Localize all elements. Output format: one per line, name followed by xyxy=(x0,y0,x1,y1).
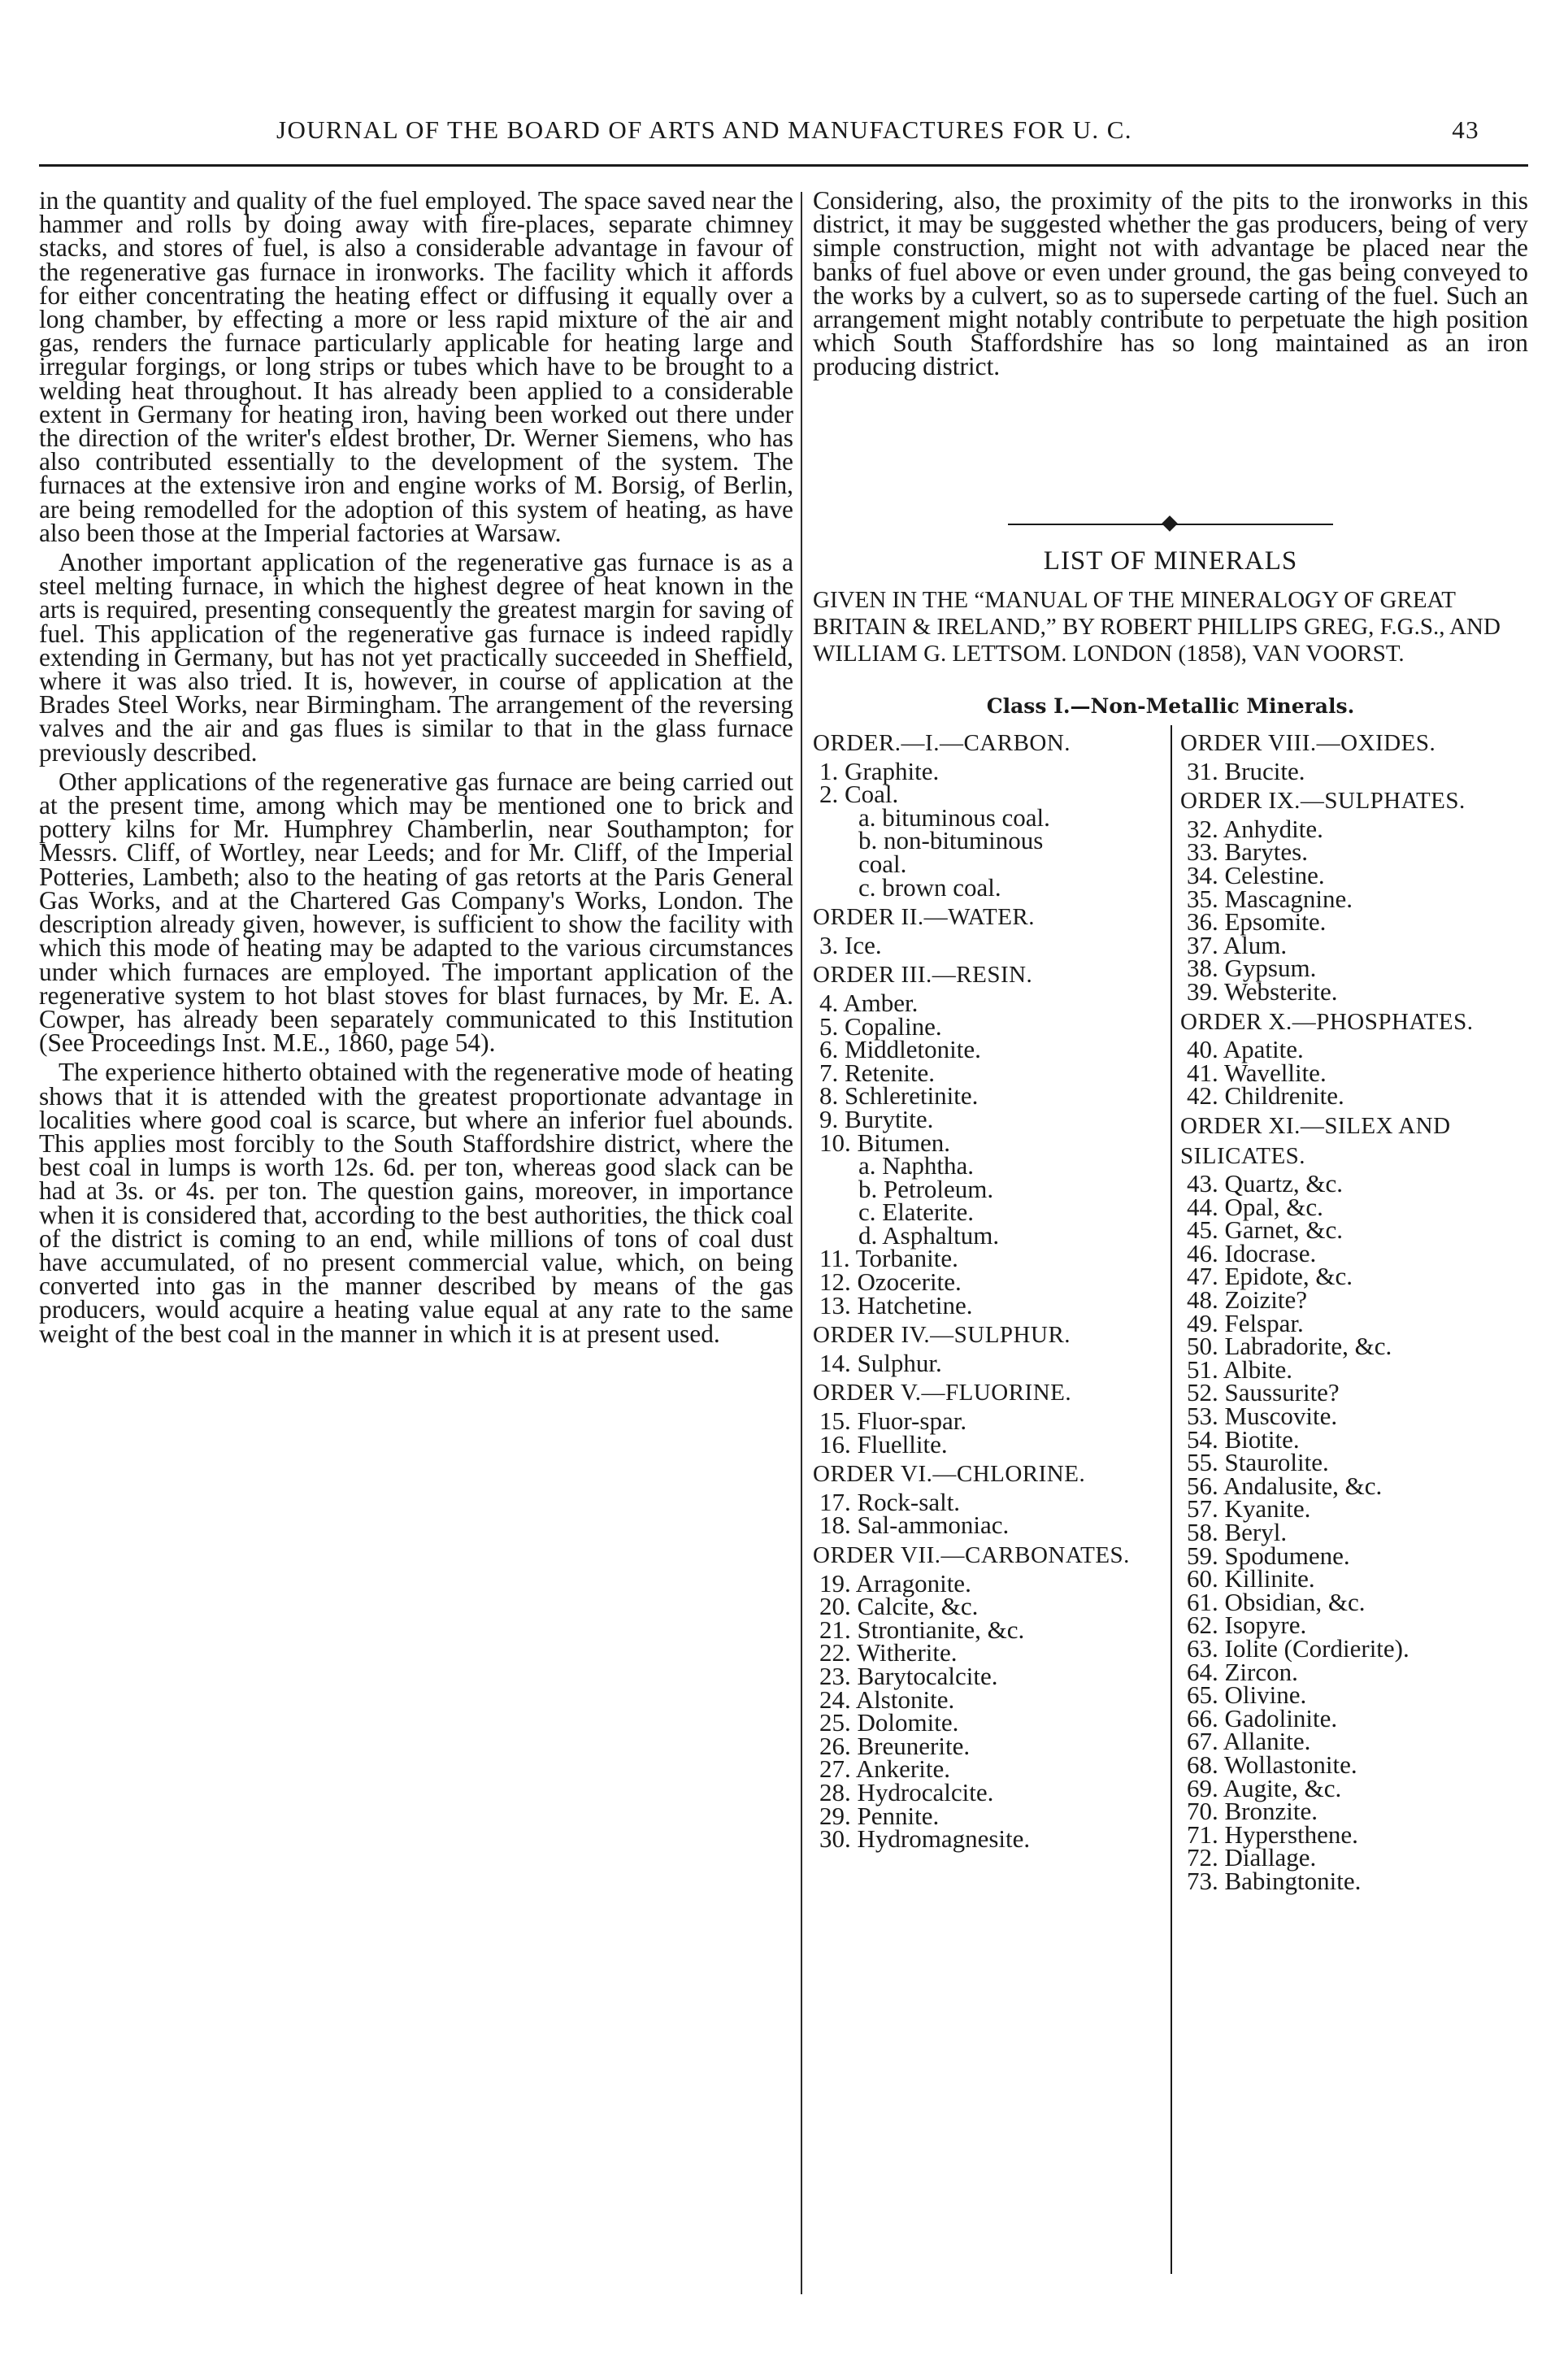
paragraph: Another important application of the regenerative gas furnace is as a steel melting furnace, in which the highest degree of heat known in the arts is required, presenting consequently the greatest margin for saving of fuel. This application of the regenerative gas furnace is indeed rapidly extending in Germany, but has not yet practically succeeded in Sheffield, where it was also tried. It is, however, in course of application at the Brades Steel Works, near Birmingham. The arrangement of the reversing valves and the air and gas flues is similar to that in the glass furnace previously described. xyxy=(39,548,793,767)
page-number: 43 xyxy=(1452,115,1479,144)
mineral-item: 59. Spodumene. xyxy=(1187,1541,1350,1570)
list-source: GIVEN IN THE “MANUAL OF THE MINERALOGY OF GREAT BRITAIN & IRELAND,” BY ROBERT PHILLIPS GREG, F.G.S., AND WILLIAM G. LETTSOM. LONDON (1858), VAN VOORST. xyxy=(813,587,1501,667)
mineral-item: 3. Ice. xyxy=(819,930,882,959)
mineral-item: 17. Rock-salt. xyxy=(819,1487,961,1516)
mineral-item: 18. Sal-ammoniac. xyxy=(819,1511,1010,1540)
mineral-item: 53. Muscovite. xyxy=(1187,1402,1338,1431)
order-heading: ORDER IX.—SULPHATES. xyxy=(1180,788,1466,815)
mineral-item: 31. Brucite. xyxy=(1187,756,1305,785)
mineral-subitem: c. Elaterite. xyxy=(858,1198,974,1227)
class-heading: Class I.—Non-Metallic Minerals. xyxy=(986,694,1355,718)
mineral-item: 5. Copaline. xyxy=(819,1011,942,1041)
order-heading: ORDER V.—FLUORINE. xyxy=(813,1380,1072,1406)
mineral-item: 36. Epsomite. xyxy=(1187,907,1327,937)
mineral-item: 62. Isopyre. xyxy=(1187,1611,1307,1640)
mineral-item: 47. Epidote, &c. xyxy=(1187,1262,1353,1291)
mineral-subitem: a. bituminous coal. xyxy=(858,802,1050,832)
mineral-list-right xyxy=(1171,725,1538,2274)
mineral-item: 45. Garnet, &c. xyxy=(1187,1215,1343,1245)
mineral-item: 64. Zircon. xyxy=(1187,1657,1298,1686)
paragraph: The experience hitherto obtained with the regenerative mode of heating shows that it is attended with the greatest proportionate advantage in localities where good coal is scarce, but where an inferior fuel abounds. This applies most forcibly to the South Staffordshire district, where the best coal in lumps is worth 12s. 6d. per ton, whereas good slack can be had at 3s. or 4s. per ton. The question gains, moreover, in importance when it is considered that, according to the best authorities, the thick coal of the district is coming to an end, while millions of tons of coal dust have accumulated, of no present commercial value, which, on being converted into gas in the manner described by means of the gas producers, would acquire a heating value equal at any rate to the same weight of the best coal in the manner in which it is at present used. xyxy=(39,1058,793,1348)
mineral-item: 1. Graphite. xyxy=(819,756,940,785)
mineral-item: 37. Alum. xyxy=(1187,930,1288,959)
list-title: LIST OF MINERALS xyxy=(1043,546,1298,576)
mineral-item: 42. Childrenite. xyxy=(1187,1081,1344,1111)
header-rule xyxy=(39,164,1528,167)
mineral-item: 12. Ozocerite. xyxy=(819,1267,962,1297)
mineral-item: 70. Bronzite. xyxy=(1187,1797,1318,1826)
order-heading: ORDER VII.—CARBONATES. xyxy=(813,1542,1130,1568)
left-column xyxy=(39,186,793,2302)
paragraph: Considering, also, the proximity of the pits to the ironworks in this district, it may be suggested whether the gas producers, being of very simple construction, might not with advantage be placed near the banks of fuel above or even under ground, the gas being conveyed to the works by a culvert, so as to supersede carting of the fuel. Such an arrangement might notably contribute to perpetuate the high position which South Staffordshire has so long maintained as an iron producing district. xyxy=(813,186,1528,381)
mineral-subitem: coal. xyxy=(858,849,907,878)
mineral-item: 72. Diallage. xyxy=(1187,1843,1317,1872)
order-heading: ORDER VI.—CHLORINE. xyxy=(813,1461,1086,1488)
mineral-item: 32. Anhydite. xyxy=(1187,814,1323,843)
mineral-item: 29. Pennite. xyxy=(819,1801,940,1830)
ornament-diamond xyxy=(1162,515,1178,532)
mineral-item: 51. Albite. xyxy=(1187,1354,1293,1384)
order-heading: ORDER X.—PHOSPHATES. xyxy=(1180,1008,1474,1035)
paragraph: in the quantity and quality of the fuel employed. The space saved near the hammer and rolls by doing away with fire-places, separate chimney stacks, and stores of fuel, is also a considerable advantage in favour of the regenerative gas furnace in ironworks. The facility which it affords for either concentrating the heating effect or diffusing it equally over a long chamber, by effecting a more or less rapid mixture of the air and gas, renders the furnace particularly applicable for heating large and irregular forgings, or long strips or tubes which have to be brought to a welding heat throughout. It has already been applied to a considerable extent in Germany for heating iron, having been worked out there under the direction of the writer's eldest brother, Dr. Werner Siemens, who has also contributed essentially to the development of the system. The furnaces at the extensive iron and engine works of M. Borsig, of Berlin, are being remodelled for the adoption of this system of heating, as have also been those at the Imperial factories at Warsaw. xyxy=(39,186,793,547)
mineral-item: 63. Iolite (Cordierite). xyxy=(1187,1633,1409,1663)
mineral-item: 15. Fluor-spar. xyxy=(819,1406,967,1436)
order-heading: ORDER VIII.—OXIDES. xyxy=(1180,730,1436,756)
mineral-item: 7. Retenite. xyxy=(819,1058,936,1087)
mineral-item: 8. Schleretinite. xyxy=(819,1081,979,1111)
column-divider xyxy=(801,192,802,2294)
mineral-item: 13. Hatchetine. xyxy=(819,1290,973,1319)
mineral-item: 67. Allanite. xyxy=(1187,1727,1311,1756)
mineral-item: 57. Kyanite. xyxy=(1187,1494,1311,1524)
mineral-item: 49. Felspar. xyxy=(1187,1308,1304,1337)
paragraph: Other applications of the regenerative gas furnace are being carried out at the present time, among which may be mentioned one to brick and pottery kilns for Mr. Humphrey Chamberlin, near Southampton; for Messrs. Cliff, of Wortley, near Leeds; and for Mr. Cliff, of the Imperial Potteries, Lambeth; also to the heating of gas retorts at the Paris General Gas Works, and at the Chartered Gas Company's Works, London. The description already given, however, is sufficient to show the facility with which this mode of heating may be adapted to the various circumstances under which furnaces are employed. The important application of the regenerative system to hot blast stoves for blast furnaces, by Mr. E. A. Cowper, has already been separately communicated to this Institution (See Proceedings Inst. M.E., 1860, page 54). xyxy=(39,767,793,1058)
mineral-item: 28. Hydrocalcite. xyxy=(819,1777,994,1806)
mineral-item: 39. Websterite. xyxy=(1187,976,1338,1006)
mineral-item: 48. Zoizite? xyxy=(1187,1285,1308,1315)
mineral-item: 9. Burytite. xyxy=(819,1104,934,1133)
mineral-item: 65. Olivine. xyxy=(1187,1680,1307,1710)
mineral-item: 4. Amber. xyxy=(819,988,919,1017)
mineral-item: 56. Andalusite, &c. xyxy=(1187,1471,1383,1500)
mineral-subitem: b. non-bituminous xyxy=(858,826,1044,855)
mineral-item: 33. Barytes. xyxy=(1187,837,1308,867)
mineral-item: 73. Babingtonite. xyxy=(1187,1866,1362,1895)
mineral-item: 16. Fluellite. xyxy=(819,1429,948,1459)
mineral-item: 38. Gypsum. xyxy=(1187,954,1317,983)
mineral-item: 10. Bitumen. xyxy=(819,1128,951,1157)
mineral-subitem: b. Petroleum. xyxy=(858,1174,994,1203)
mineral-item: 11. Torbanite. xyxy=(819,1244,958,1273)
mineral-item: 43. Quartz, &c. xyxy=(1187,1169,1343,1198)
order-heading: SILICATES. xyxy=(1180,1142,1306,1169)
mineral-item: 22. Witherite. xyxy=(819,1638,958,1667)
mineral-item: 54. Biotite. xyxy=(1187,1424,1300,1454)
running-header xyxy=(276,115,1479,156)
mineral-item: 26. Breunerite. xyxy=(819,1731,971,1760)
mineral-item: 71. Hypersthene. xyxy=(1187,1819,1358,1849)
mineral-subitem: c. brown coal. xyxy=(858,872,1001,902)
mineral-item: 2. Coal. xyxy=(819,780,899,809)
mineral-item: 68. Wollastonite. xyxy=(1187,1750,1357,1779)
mineral-item: 35. Mascagnine. xyxy=(1187,884,1353,913)
mineral-item: 27. Ankerite. xyxy=(819,1754,950,1784)
mineral-item: 60. Killinite. xyxy=(1187,1564,1315,1593)
mineral-item: 55. Staurolite. xyxy=(1187,1448,1329,1477)
mineral-item: 44. Opal, &c. xyxy=(1187,1192,1323,1221)
mineral-item: 25. Dolomite. xyxy=(819,1708,959,1737)
mineral-subitem: d. Asphaltum. xyxy=(858,1220,1000,1250)
order-heading: ORDER.—I.—CARBON. xyxy=(813,730,1071,756)
order-heading: ORDER IV.—SULPHUR. xyxy=(813,1322,1071,1349)
mineral-item: 6. Middletonite. xyxy=(819,1035,981,1064)
mineral-item: 30. Hydromagnesite. xyxy=(819,1824,1031,1854)
mineral-item: 52. Saussurite? xyxy=(1187,1378,1340,1407)
mineral-item: 41. Wavellite. xyxy=(1187,1058,1327,1087)
mineral-item: 23. Barytocalcite. xyxy=(819,1661,998,1690)
mineral-item: 66. Gadolinite. xyxy=(1187,1703,1338,1732)
mineral-item: 61. Obsidian, &c. xyxy=(1187,1587,1366,1616)
right-column xyxy=(813,186,1528,2302)
mineral-item: 19. Arragonite. xyxy=(819,1568,971,1598)
journal-title: JOURNAL OF THE BOARD OF ARTS AND MANUFACTURES FOR U. C. xyxy=(276,115,1132,144)
mineral-list-left xyxy=(813,725,1154,1854)
order-heading: ORDER XI.—SILEX AND xyxy=(1180,1112,1451,1139)
mineral-item: 50. Labradorite, &c. xyxy=(1187,1332,1392,1361)
order-heading: ORDER III.—RESIN. xyxy=(813,962,1033,989)
order-heading: ORDER II.—WATER. xyxy=(813,904,1036,931)
mineral-item: 24. Alstonite. xyxy=(819,1685,955,1714)
mineral-item: 69. Augite, &c. xyxy=(1187,1773,1342,1802)
mineral-item: 14. Sulphur. xyxy=(819,1348,942,1377)
mineral-subitem: a. Naphtha. xyxy=(858,1151,975,1180)
mineral-item: 34. Celestine. xyxy=(1187,860,1325,889)
mineral-item: 20. Calcite, &c. xyxy=(819,1592,979,1621)
mineral-item: 21. Strontianite, &c. xyxy=(819,1615,1025,1644)
mineral-item: 58. Beryl. xyxy=(1187,1518,1288,1546)
mineral-item: 46. Idocrase. xyxy=(1187,1238,1317,1267)
mineral-item: 40. Apatite. xyxy=(1187,1035,1304,1064)
